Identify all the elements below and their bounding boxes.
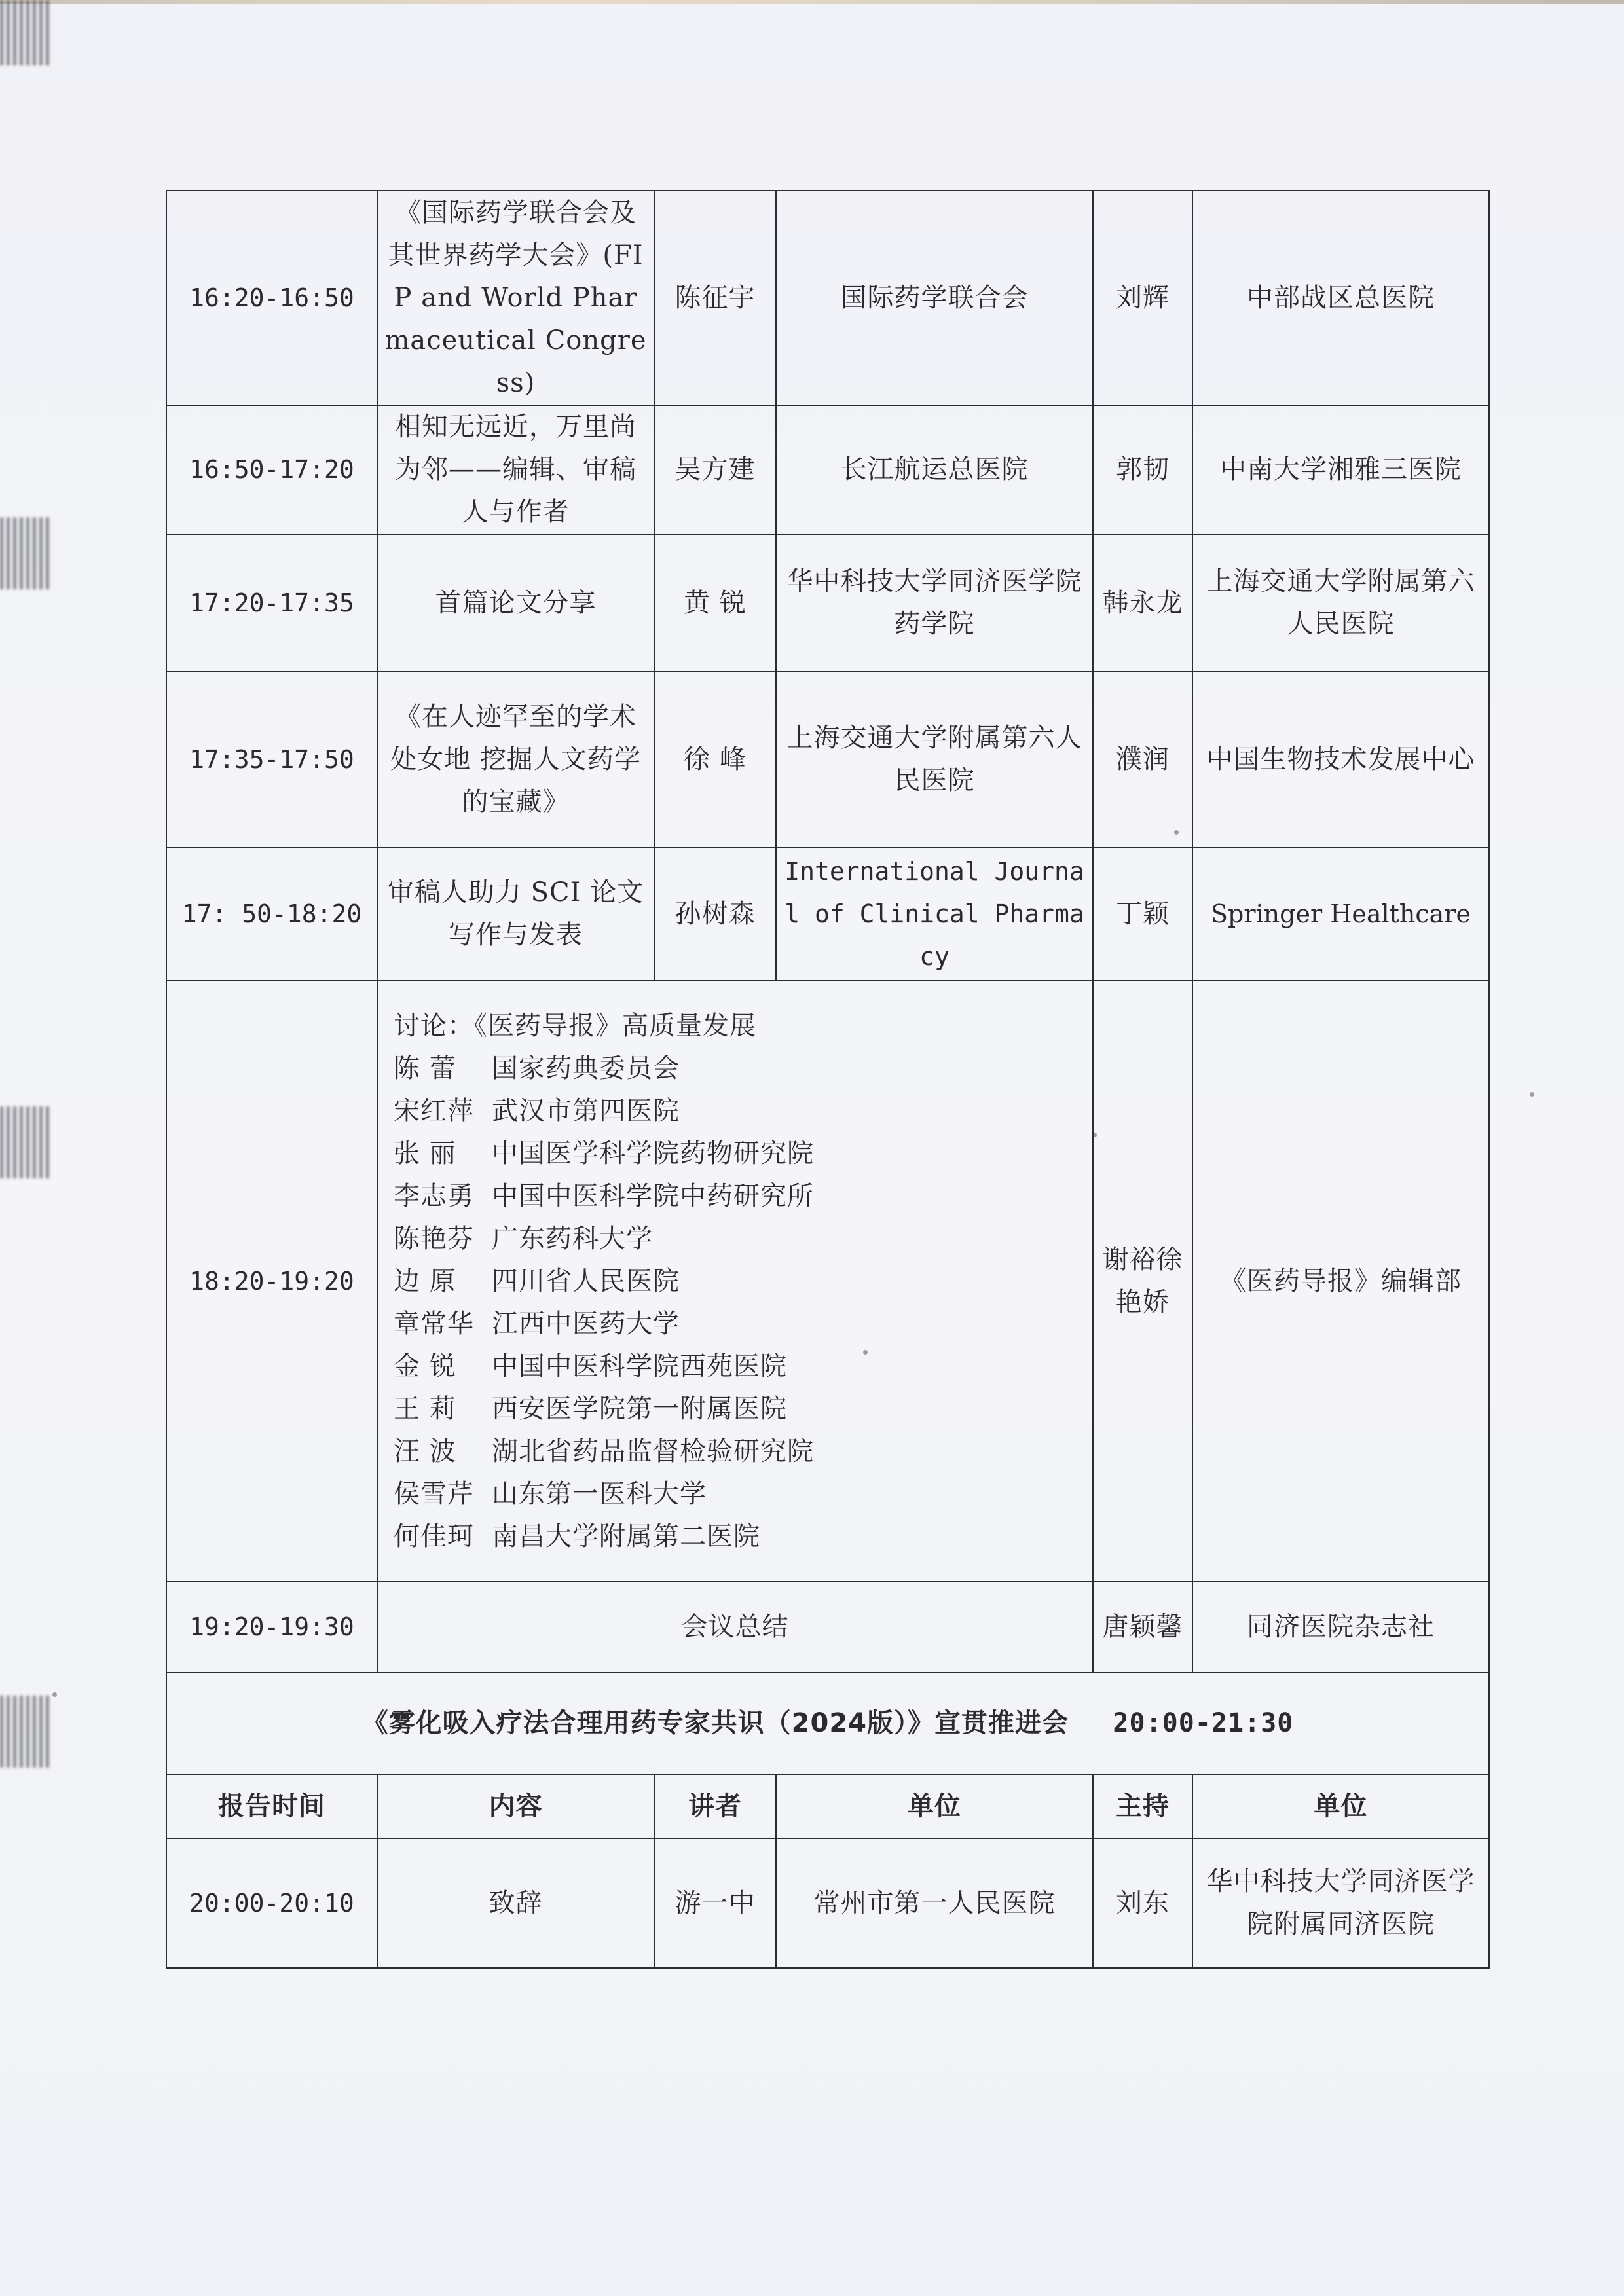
panelist-unit: 中国中医科学院西苑医院 xyxy=(492,1351,787,1381)
panelist-unit: 国家药典委员会 xyxy=(492,1053,680,1084)
schedule-table xyxy=(166,190,1490,1969)
panelist-name: 宋红萍 xyxy=(394,1095,474,1126)
panelist xyxy=(394,1303,1086,1345)
panelist-name: 陈 蕾 xyxy=(394,1053,456,1084)
host-unit: 《医药导报》编辑部 xyxy=(1192,981,1489,1582)
scan-artifact xyxy=(0,0,52,65)
section-row xyxy=(166,1673,1489,1774)
report-content: 首篇论文分享 xyxy=(377,534,654,672)
panelist xyxy=(394,1175,1086,1218)
table-row xyxy=(166,1838,1489,1968)
speaker-unit: 华中科技大学同济医学院药学院 xyxy=(776,534,1093,672)
host: 濮润 xyxy=(1093,672,1192,847)
report-time: 17:20-17:35 xyxy=(166,534,377,672)
host: 郭韧 xyxy=(1093,405,1192,534)
table-row xyxy=(166,405,1489,534)
host: 刘东 xyxy=(1093,1838,1192,1968)
host-unit: 华中科技大学同济医学院附属同济医院 xyxy=(1192,1838,1489,1968)
speck xyxy=(1530,1092,1534,1097)
panelist-unit: 西安医学院第一附属医院 xyxy=(492,1393,787,1424)
panelist-name: 边 原 xyxy=(394,1266,456,1296)
scan-artifact xyxy=(0,517,52,589)
report-time: 16:20-16:50 xyxy=(166,191,377,405)
table-row xyxy=(166,191,1489,405)
panelist-unit: 中国中医科学院中药研究所 xyxy=(492,1180,814,1211)
panelist-unit: 四川省人民医院 xyxy=(492,1266,680,1296)
host-unit: 中部战区总医院 xyxy=(1192,191,1489,405)
report-content: 相知无远近，万里尚为邻——编辑、审稿人与作者 xyxy=(377,405,654,534)
panelist-unit: 广东药科大学 xyxy=(492,1223,653,1254)
panelist-unit: 山东第一医科大学 xyxy=(492,1478,707,1509)
panelist-unit: 南昌大学附属第二医院 xyxy=(492,1521,760,1552)
panelist xyxy=(394,1048,1086,1090)
report-time: 17: 50-18:20 xyxy=(166,847,377,981)
panelist-unit: 武汉市第四医院 xyxy=(492,1095,680,1126)
host-unit: Springer Healthcare xyxy=(1192,847,1489,981)
host: 谢裕徐艳娇 xyxy=(1093,981,1192,1582)
table-row xyxy=(166,672,1489,847)
discussion-title: 讨论：《医药导报》高质量发展 xyxy=(394,1010,756,1041)
speaker: 徐 峰 xyxy=(654,672,776,847)
speaker-unit: 长江航运总医院 xyxy=(776,405,1093,534)
panelist-name: 何佳珂 xyxy=(394,1521,474,1552)
summary-row xyxy=(166,1582,1489,1673)
panelist xyxy=(394,1090,1086,1133)
speaker: 陈征宇 xyxy=(654,191,776,405)
host-unit: 中国生物技术发展中心 xyxy=(1192,672,1489,847)
host-unit: 中南大学湘雅三医院 xyxy=(1192,405,1489,534)
speaker: 吴方建 xyxy=(654,405,776,534)
header-content: 内容 xyxy=(377,1774,654,1838)
report-time: 16:50-17:20 xyxy=(166,405,377,534)
table-row xyxy=(166,534,1489,672)
speaker-unit: 上海交通大学附属第六人民医院 xyxy=(776,672,1093,847)
panelist-name: 李志勇 xyxy=(394,1180,474,1211)
panelist-unit: 江西中医药大学 xyxy=(492,1308,680,1339)
host-unit: 同济医院杂志社 xyxy=(1192,1582,1489,1673)
panelist-unit: 湖北省药品监督检验研究院 xyxy=(492,1436,814,1467)
report-content: 会议总结 xyxy=(377,1582,1093,1673)
section-time: 20:00-21:30 xyxy=(1113,1708,1294,1738)
panelist-name: 张 丽 xyxy=(394,1138,456,1169)
report-time: 20:00-20:10 xyxy=(166,1838,377,1968)
speck xyxy=(52,1692,57,1697)
scan-artifact xyxy=(0,1106,52,1178)
panelist-name: 侯雪芹 xyxy=(394,1478,474,1509)
host: 刘辉 xyxy=(1093,191,1192,405)
header-speaker: 讲者 xyxy=(654,1774,776,1838)
speaker-unit: 国际药学联合会 xyxy=(776,191,1093,405)
host: 丁颖 xyxy=(1093,847,1192,981)
discussion-cell xyxy=(377,981,1093,1582)
report-time: 19:20-19:30 xyxy=(166,1582,377,1673)
section-header xyxy=(166,1673,1489,1774)
report-content: 《国际药学联合会及其世界药学大会》(FIP and World Pharmaceutical Congress) xyxy=(377,191,654,405)
table-row xyxy=(166,847,1489,981)
panelist xyxy=(394,1133,1086,1175)
speaker: 孙树森 xyxy=(654,847,776,981)
header-row xyxy=(166,1774,1489,1838)
speaker-unit: 常州市第一人民医院 xyxy=(776,1838,1093,1968)
speaker: 黄 锐 xyxy=(654,534,776,672)
report-content: 审稿人助力 SCI 论文写作与发表 xyxy=(377,847,654,981)
report-time: 17:35-17:50 xyxy=(166,672,377,847)
panelist-name: 章常华 xyxy=(394,1308,474,1339)
discussion-row xyxy=(166,981,1489,1582)
speaker: 游一中 xyxy=(654,1838,776,1968)
scan-edge xyxy=(0,0,1624,4)
panelist xyxy=(394,1345,1086,1388)
panelist-name: 金 锐 xyxy=(394,1351,456,1381)
panelist xyxy=(394,1260,1086,1303)
panelist-unit: 中国医学科学院药物研究院 xyxy=(492,1138,814,1169)
header-unit: 单位 xyxy=(776,1774,1093,1838)
panelist xyxy=(394,1516,1086,1558)
host: 唐颖馨 xyxy=(1093,1582,1192,1673)
panelist-name: 汪 波 xyxy=(394,1436,456,1467)
host: 韩永龙 xyxy=(1093,534,1192,672)
header-time: 报告时间 xyxy=(166,1774,377,1838)
panelist xyxy=(394,1218,1086,1260)
header-host-unit: 单位 xyxy=(1192,1774,1489,1838)
section-title: 《雾化吸入疗法合理用药专家共识（2024版）》宣贯推进会 xyxy=(361,1708,1069,1738)
report-time: 18:20-19:20 xyxy=(166,981,377,1582)
panelist xyxy=(394,1430,1086,1473)
panelist-name: 王 莉 xyxy=(394,1393,456,1424)
report-content: 致辞 xyxy=(377,1838,654,1968)
speaker-unit: International Journal of Clinical Pharmacy xyxy=(776,847,1093,981)
host-unit: 上海交通大学附属第六人民医院 xyxy=(1192,534,1489,672)
panelist xyxy=(394,1473,1086,1516)
panelist xyxy=(394,1388,1086,1430)
header-host: 主持 xyxy=(1093,1774,1192,1838)
panelist-name: 陈艳芬 xyxy=(394,1223,474,1254)
report-content: 《在人迹罕至的学术处女地 挖掘人文药学的宝藏》 xyxy=(377,672,654,847)
scan-artifact xyxy=(0,1696,52,1768)
